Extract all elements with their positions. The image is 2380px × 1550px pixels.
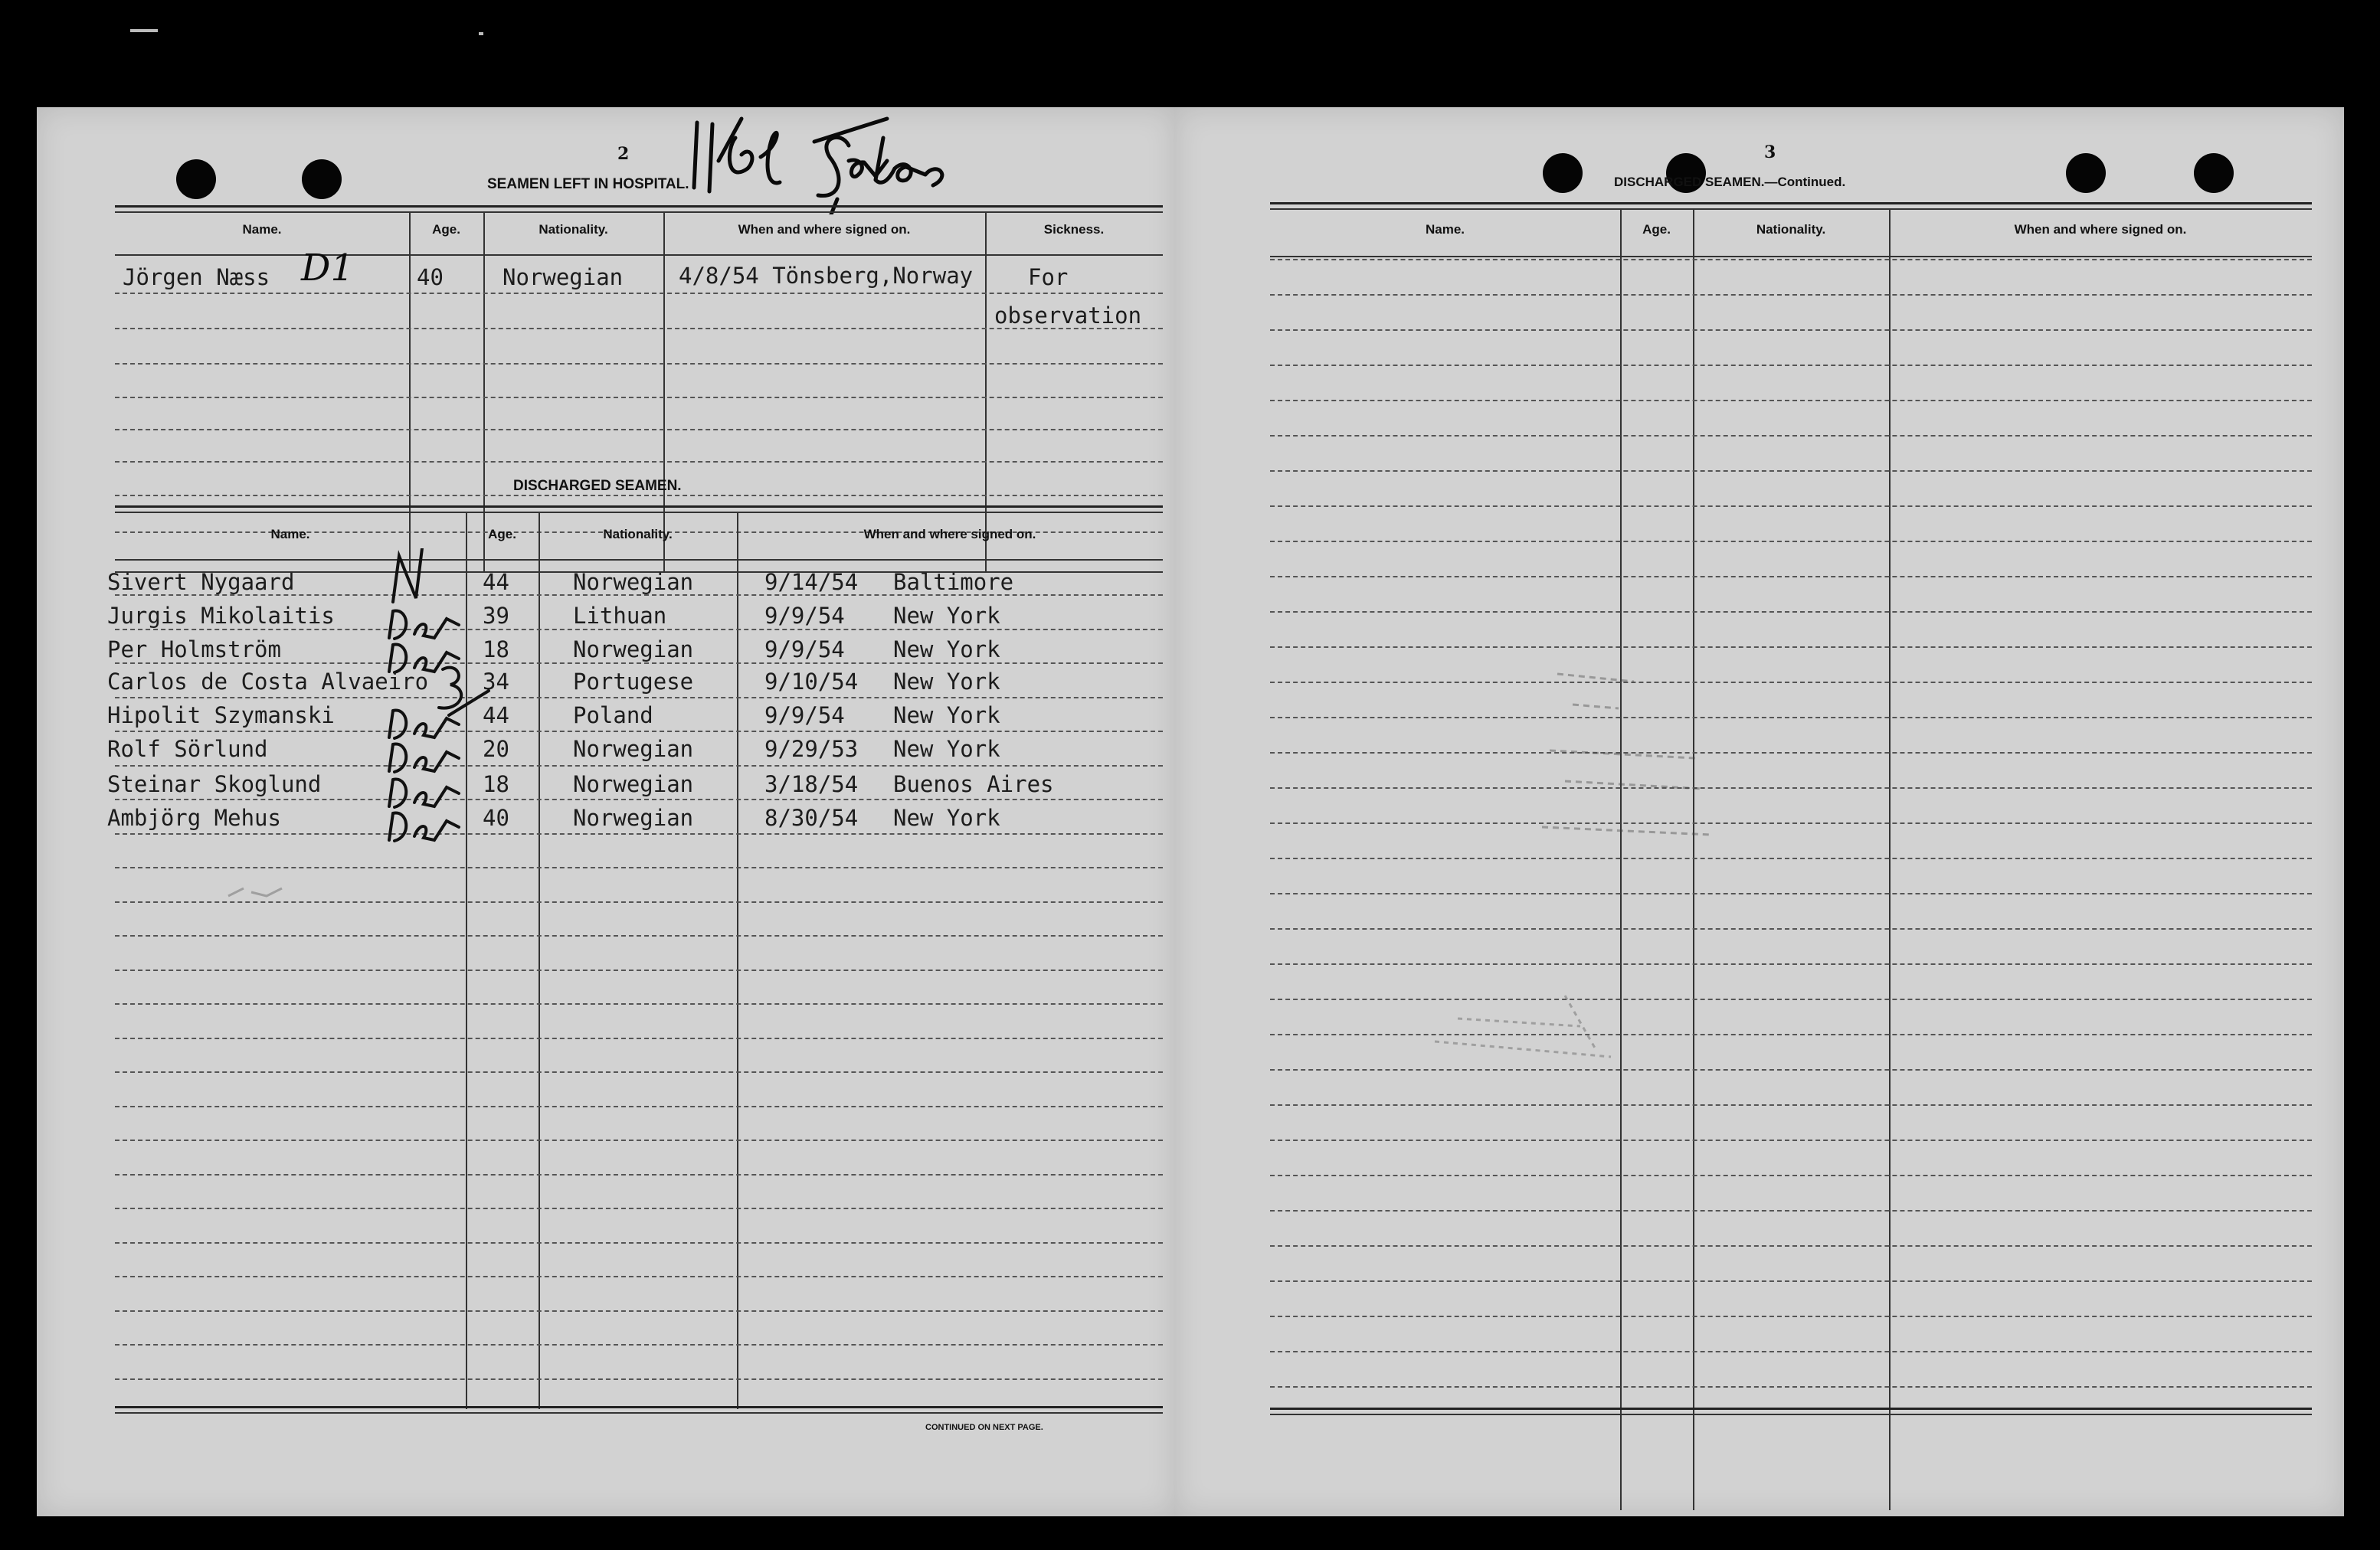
ruled-line <box>115 1071 1163 1073</box>
ruled-line <box>115 293 1163 294</box>
discharged-col-name: Name. <box>270 527 310 541</box>
ruled-line <box>1270 294 2312 296</box>
discharged-entry-place: New York <box>893 702 1000 728</box>
ruled-line <box>1270 963 2312 965</box>
scan-mark <box>479 32 483 35</box>
discharged-entry-age: 18 <box>483 636 509 662</box>
ruled-line <box>1270 1245 2312 1247</box>
ruled-line <box>115 731 1163 732</box>
ruled-line <box>1270 329 2312 331</box>
punch-hole <box>1543 153 1583 193</box>
punch-hole <box>2066 153 2106 193</box>
ruled-line <box>115 1174 1163 1176</box>
discharged-entry-date: 9/14/54 <box>764 569 859 595</box>
hospital-entry-mark: D1 <box>301 247 355 289</box>
discharged-entry-nationality: Poland <box>573 702 653 728</box>
ruled-line <box>1270 1140 2312 1141</box>
ruled-line <box>1270 893 2312 894</box>
ruled-line <box>1270 576 2312 577</box>
hospital-col-nationality: Nationality. <box>539 222 608 237</box>
faint-stamp <box>1542 643 1772 842</box>
ruled-line <box>1270 470 2312 472</box>
ruled-line <box>115 799 1163 800</box>
ruled-line <box>115 697 1163 698</box>
rule <box>1270 256 2312 257</box>
rule <box>1270 1408 2312 1410</box>
discharged-entry-place: New York <box>893 669 1000 695</box>
column-divider <box>409 211 411 571</box>
ruled-line <box>1270 1034 2312 1035</box>
discharged-entry-age: 39 <box>483 603 509 629</box>
discharged-entry-nationality: Norwegian <box>573 771 694 797</box>
right-col-signed-on: When and where signed on. <box>2014 222 2187 237</box>
ruled-line <box>115 1242 1163 1244</box>
discharged-entry-date: 3/18/54 <box>764 771 859 797</box>
discharged-entry-date: 9/9/54 <box>764 636 845 662</box>
ruled-line <box>115 1038 1163 1039</box>
ruled-line <box>1270 928 2312 930</box>
ruled-line <box>1270 1210 2312 1212</box>
column-divider <box>663 211 665 571</box>
ruled-line <box>115 765 1163 767</box>
discharged-entry-place: Baltimore <box>893 569 1014 595</box>
discharged-entry-place: Buenos Aires <box>893 771 1054 797</box>
discharged-entry-name: Sivert Nygaard <box>107 569 295 595</box>
discharged-entry-date: 8/30/54 <box>764 805 859 831</box>
discharged-entry-nationality: Lithuan <box>573 603 667 629</box>
rule <box>115 211 1163 213</box>
hospital-col-name: Name. <box>242 222 282 237</box>
scan-mark <box>130 29 158 32</box>
rule <box>115 205 1163 208</box>
ruled-line <box>115 1310 1163 1312</box>
discharged-entry-place: New York <box>893 603 1000 629</box>
punch-hole <box>2194 153 2234 193</box>
ruled-line <box>115 1003 1163 1005</box>
ruled-line <box>1270 646 2312 648</box>
discharged-entry-date: 9/9/54 <box>764 603 845 629</box>
discharged-entry-age: 44 <box>483 569 509 595</box>
discharged-entry-nationality: Norwegian <box>573 736 694 762</box>
hospital-entry-signed-on: 4/8/54 Tönsberg,Norway <box>679 263 974 289</box>
ruled-line <box>1270 1351 2312 1352</box>
discharged-entry-place: New York <box>893 736 1000 762</box>
discharged-entry-age: 40 <box>483 805 509 831</box>
hospital-section-title: SEAMEN LEFT IN HOSPITAL. <box>487 176 689 192</box>
discharged-col-age: Age. <box>488 527 516 541</box>
ruled-line <box>1270 858 2312 859</box>
hospital-entry-age: 40 <box>417 264 444 290</box>
column-divider <box>737 512 738 1409</box>
discharged-entry-name: Rolf Sörlund <box>107 736 268 762</box>
discharged-entry-nationality: Norwegian <box>573 805 694 831</box>
ruled-line <box>1270 505 2312 507</box>
rule <box>1270 208 2312 210</box>
discharged-entry-nationality: Norwegian <box>573 569 694 595</box>
hospital-col-sickness: Sickness. <box>1043 222 1105 237</box>
discharged-entry-name: Hipolit Szymanski <box>107 702 335 728</box>
ruled-line <box>115 495 1163 496</box>
ruled-line <box>1270 365 2312 366</box>
hospital-col-age: Age. <box>432 222 460 237</box>
discharged-entry-name: Ambjörg Mehus <box>107 805 281 831</box>
rule <box>115 512 1163 513</box>
discharged-entry-age: 20 <box>483 736 509 762</box>
right-page <box>1174 107 2344 1516</box>
rule <box>115 254 1163 256</box>
right-section-title: DISCHARGED SEAMEN.—Continued. <box>1614 175 1846 189</box>
hospital-entry-name: Jörgen Næss <box>123 264 270 290</box>
punch-hole <box>176 159 216 199</box>
right-col-nationality: Nationality. <box>1756 222 1826 237</box>
ruled-line <box>1270 259 2312 260</box>
rule <box>115 559 1163 561</box>
ruled-line <box>1270 752 2312 754</box>
right-col-age: Age. <box>1642 222 1671 237</box>
rule <box>115 1406 1163 1408</box>
left-page <box>37 107 1176 1516</box>
ruled-line <box>115 867 1163 868</box>
ruled-line <box>1270 400 2312 401</box>
column-divider <box>483 211 485 571</box>
ruled-line <box>115 1276 1163 1277</box>
discharged-entry-date: 9/29/53 <box>764 736 859 762</box>
ruled-line <box>1270 787 2312 789</box>
ruled-line <box>115 662 1163 664</box>
discharged-entry-age: 18 <box>483 771 509 797</box>
ruled-line <box>115 935 1163 937</box>
handwritten-annotation-text <box>694 119 942 214</box>
continued-footnote: CONTINUED ON NEXT PAGE. <box>925 1423 1043 1432</box>
discharged-col-nationality: Nationality. <box>603 527 673 541</box>
column-divider <box>539 512 540 1409</box>
faint-stamp <box>1427 980 1626 1072</box>
ruled-line <box>115 970 1163 971</box>
discharged-entry-age: 44 <box>483 702 509 728</box>
ruled-line <box>1270 717 2312 718</box>
ruled-line <box>115 397 1163 398</box>
ruled-line <box>115 363 1163 365</box>
discharged-col-signed-on: When and where signed on. <box>863 527 1036 541</box>
ruled-line <box>1270 1069 2312 1071</box>
discharged-entry-mark <box>385 798 470 859</box>
ruled-line <box>115 1208 1163 1209</box>
hospital-entry-sickness: For <box>1028 264 1069 290</box>
ruled-line <box>1270 1386 2312 1388</box>
column-divider <box>1693 208 1694 1510</box>
ruled-line <box>1270 1280 2312 1282</box>
discharged-entry-name: Steinar Skoglund <box>107 771 322 797</box>
handwritten-annotation <box>665 115 987 214</box>
ruled-line <box>1270 822 2312 824</box>
ruled-line <box>1270 1175 2312 1176</box>
discharged-entry-place: New York <box>893 636 1000 662</box>
discharged-entry-nationality: Norwegian <box>573 636 694 662</box>
ruled-line <box>115 1140 1163 1141</box>
ruled-line <box>1270 1104 2312 1106</box>
discharged-entry-name: Per Holmström <box>107 636 281 662</box>
column-divider <box>1620 208 1622 1510</box>
rule <box>115 505 1163 508</box>
ruled-line <box>115 461 1163 463</box>
rule <box>1270 202 2312 204</box>
ruled-line <box>1270 682 2312 683</box>
ruled-line <box>115 1344 1163 1346</box>
discharged-section-title: DISCHARGED SEAMEN. <box>513 478 682 494</box>
discharged-entry-name: Jurgis Mikolaitis <box>107 603 335 629</box>
ruled-line <box>1270 611 2312 613</box>
right-col-name: Name. <box>1425 222 1465 237</box>
discharged-entry-date: 9/10/54 <box>764 669 859 695</box>
ruled-line <box>115 1378 1163 1380</box>
hospital-entry-nationality: Norwegian <box>503 264 624 290</box>
rule <box>1270 1414 2312 1415</box>
discharged-entry-name: Carlos de Costa Alvaeiro <box>107 669 429 695</box>
page-number: 2 <box>617 144 630 164</box>
discharged-entry-age: 34 <box>483 669 509 695</box>
ruled-line <box>115 833 1163 835</box>
hospital-entry-sickness-cont: observation <box>994 302 1142 329</box>
punch-hole <box>302 159 342 199</box>
column-divider <box>1889 208 1891 1510</box>
ruled-line <box>1270 1316 2312 1317</box>
faint-stamp <box>221 873 313 919</box>
ruled-line <box>1270 435 2312 437</box>
discharged-entry-place: New York <box>893 805 1000 831</box>
ruled-line <box>115 429 1163 430</box>
rule <box>115 1412 1163 1414</box>
ruled-line <box>115 1106 1163 1107</box>
page-number: 3 <box>1764 142 1776 162</box>
hospital-col-signed-on: When and where signed on. <box>738 222 911 237</box>
discharged-entry-date: 9/9/54 <box>764 702 845 728</box>
ruled-line <box>1270 541 2312 542</box>
ruled-line <box>1270 999 2312 1000</box>
discharged-entry-nationality: Portugese <box>573 669 694 695</box>
column-divider <box>985 211 987 571</box>
